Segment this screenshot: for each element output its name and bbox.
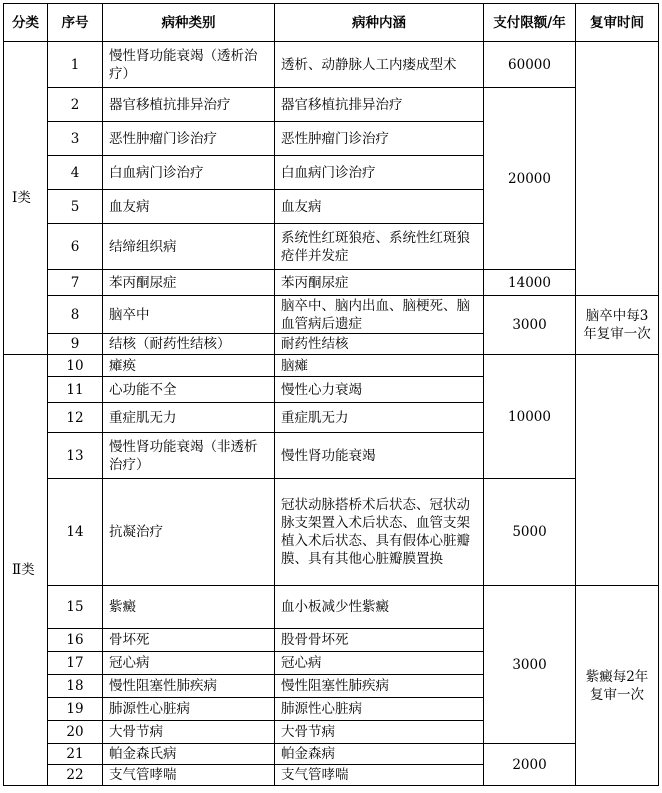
payment-limit-cell: 10000 [484,355,576,479]
disease-type-cell: 瘫痪 [103,355,275,377]
serial-cell: 14 [48,479,103,586]
disease-type-cell: 血友病 [103,190,275,224]
disease-type-cell: 紫癜 [103,586,275,629]
review-time-cell [576,355,659,586]
disease-scope-cell: 苯丙酮尿症 [275,270,484,296]
disease-type-cell: 大骨节病 [103,721,275,744]
disease-type-cell: 骨坏死 [103,629,275,652]
review-time-cell: 脑卒中每3年复审一次 [576,296,659,355]
disease-type-cell: 苯丙酮尿症 [103,270,275,296]
serial-cell: 4 [48,156,103,190]
payment-limit-cell: 5000 [484,479,576,586]
table-row [4,270,659,296]
serial-cell: 10 [48,355,103,377]
header-serial: 序号 [48,4,103,42]
serial-cell: 15 [48,586,103,629]
disease-scope-cell: 大骨节病 [275,721,484,744]
serial-cell: 22 [48,765,103,786]
payment-limit-cell: 60000 [484,42,576,88]
disease-scope-cell: 冠心病 [275,652,484,675]
serial-cell: 12 [48,403,103,433]
payment-limit-cell: 14000 [484,270,576,296]
serial-cell: 5 [48,190,103,224]
disease-scope-cell: 器官移植抗排异治疗 [275,88,484,122]
header-disease-scope: 病种内涵 [275,4,484,42]
table-row [4,42,659,88]
disease-scope-cell: 慢性阻塞性肺疾病 [275,675,484,698]
serial-cell: 18 [48,675,103,698]
disease-type-cell: 结缔组织病 [103,224,275,270]
header-category: 分类 [4,4,48,42]
disease-type-cell: 慢性肾功能衰竭（非透析治疗） [103,433,275,479]
header-payment-limit: 支付限额/年 [484,4,576,42]
payment-limit-cell: 3000 [484,586,576,744]
disease-type-cell: 结核（耐药性结核） [103,334,275,355]
disease-payment-table [3,3,659,786]
serial-cell: 21 [48,744,103,765]
category-cell: Ⅱ类 [4,355,48,786]
disease-type-cell: 帕金森氏病 [103,744,275,765]
table-row [4,744,659,765]
serial-cell: 6 [48,224,103,270]
disease-scope-cell: 血小板减少性紫癜 [275,586,484,629]
serial-cell: 3 [48,122,103,156]
disease-type-cell: 恶性肿瘤门诊治疗 [103,122,275,156]
disease-type-cell: 肺源性心脏病 [103,698,275,721]
table-row [4,88,659,122]
disease-scope-cell: 耐药性结核 [275,334,484,355]
serial-cell: 19 [48,698,103,721]
disease-type-cell: 慢性肾功能衰竭（透析治疗） [103,42,275,88]
disease-scope-cell: 白血病门诊治疗 [275,156,484,190]
disease-scope-cell: 帕金森病 [275,744,484,765]
disease-scope-cell: 重症肌无力 [275,403,484,433]
table-row [4,355,659,377]
review-time-cell: 紫癜每2年复审一次 [576,586,659,786]
disease-scope-cell: 支气管哮喘 [275,765,484,786]
disease-type-cell: 重症肌无力 [103,403,275,433]
payment-limit-cell: 20000 [484,88,576,270]
disease-scope-cell: 脑瘫 [275,355,484,377]
disease-scope-cell: 慢性肾功能衰竭 [275,433,484,479]
serial-cell: 1 [48,42,103,88]
disease-type-cell: 脑卒中 [103,296,275,334]
category-cell: Ⅰ类 [4,42,48,355]
table-row [4,586,659,629]
disease-type-cell: 支气管哮喘 [103,765,275,786]
disease-scope-cell: 冠状动脉搭桥术后状态、冠状动脉支架置入术后状态、血管支架植入术后状态、具有假体心脏瓣膜、具有其他心脏瓣膜置换 [275,479,484,586]
disease-scope-cell: 股骨骨坏死 [275,629,484,652]
serial-cell: 8 [48,296,103,334]
serial-cell: 20 [48,721,103,744]
disease-type-cell: 慢性阻塞性肺疾病 [103,675,275,698]
table-row [4,296,659,334]
disease-scope-cell: 慢性心力衰竭 [275,377,484,403]
serial-cell: 17 [48,652,103,675]
payment-limit-cell: 3000 [484,296,576,355]
header-row [4,4,659,42]
serial-cell: 2 [48,88,103,122]
serial-cell: 9 [48,334,103,355]
serial-cell: 16 [48,629,103,652]
disease-type-cell: 心功能不全 [103,377,275,403]
disease-type-cell: 白血病门诊治疗 [103,156,275,190]
serial-cell: 11 [48,377,103,403]
serial-cell: 13 [48,433,103,479]
header-disease-type: 病种类别 [103,4,275,42]
header-review-time: 复审时间 [576,4,659,42]
disease-type-cell: 器官移植抗排异治疗 [103,88,275,122]
disease-type-cell: 抗凝治疗 [103,479,275,586]
disease-scope-cell: 恶性肿瘤门诊治疗 [275,122,484,156]
review-time-cell [576,42,659,296]
disease-scope-cell: 血友病 [275,190,484,224]
disease-scope-cell: 系统性红斑狼疮、系统性红斑狼疮伴并发症 [275,224,484,270]
disease-type-cell: 冠心病 [103,652,275,675]
disease-scope-cell: 肺源性心脏病 [275,698,484,721]
table-row [4,479,659,586]
disease-scope-cell: 脑卒中、脑内出血、脑梗死、脑血管病后遗症 [275,296,484,334]
serial-cell: 7 [48,270,103,296]
payment-limit-cell: 2000 [484,744,576,786]
disease-scope-cell: 透析、动静脉人工内瘘成型术 [275,42,484,88]
